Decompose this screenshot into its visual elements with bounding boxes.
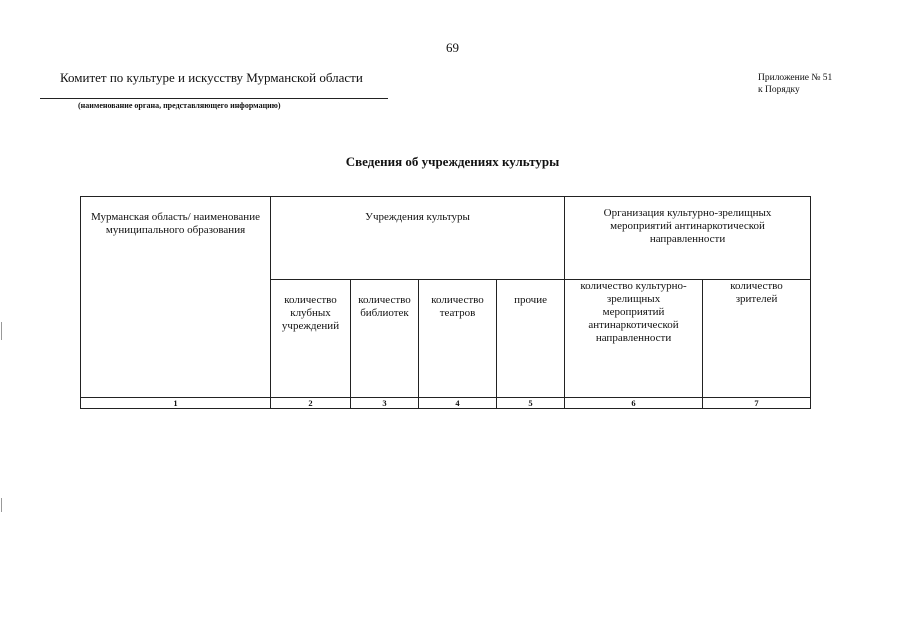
- header-region-name: Мурманская область/ наименование муниципального образования: [81, 197, 271, 398]
- column-number: 1: [81, 398, 271, 409]
- column-number: 5: [497, 398, 565, 409]
- appendix-line-2: к Порядку: [758, 85, 800, 95]
- document-title: Сведения об учреждениях культуры: [345, 154, 560, 169]
- column-number: 3: [351, 398, 419, 409]
- column-number: 2: [271, 398, 351, 409]
- culture-institutions-table: [80, 196, 811, 409]
- organization-caption: (наименование органа, представляющего информацию): [78, 101, 281, 110]
- subheader-other: прочие: [497, 280, 565, 398]
- column-number-row: [81, 398, 811, 409]
- appendix-line-1: Приложение № 51: [758, 73, 833, 83]
- scan-edge-mark: [1, 322, 2, 340]
- scan-edge-mark: [1, 498, 2, 512]
- header-antidrug-events: Организация культурно-зрелищных мероприятий антинаркотической направленности: [565, 197, 811, 280]
- subheader-viewer-count: количество зрителей: [703, 280, 811, 398]
- column-number: 4: [419, 398, 497, 409]
- appendix-note: [758, 72, 832, 96]
- organization-underline: [40, 98, 388, 99]
- subheader-club-count: количество клубных учреждений: [271, 280, 351, 398]
- subheader-library-count: количество библиотек: [351, 280, 419, 398]
- page-number: 69: [446, 40, 459, 55]
- organization-name: Комитет по культуре и искусству Мурманской области: [60, 70, 363, 85]
- column-number: 6: [565, 398, 703, 409]
- subheader-theater-count: количество театров: [419, 280, 497, 398]
- subheader-event-count: количество культурно-зрелищных мероприятий антинаркотической направленности: [565, 280, 703, 398]
- table-header-row: [81, 197, 811, 280]
- header-culture-institutions: Учреждения культуры: [271, 197, 565, 280]
- column-number: 7: [703, 398, 811, 409]
